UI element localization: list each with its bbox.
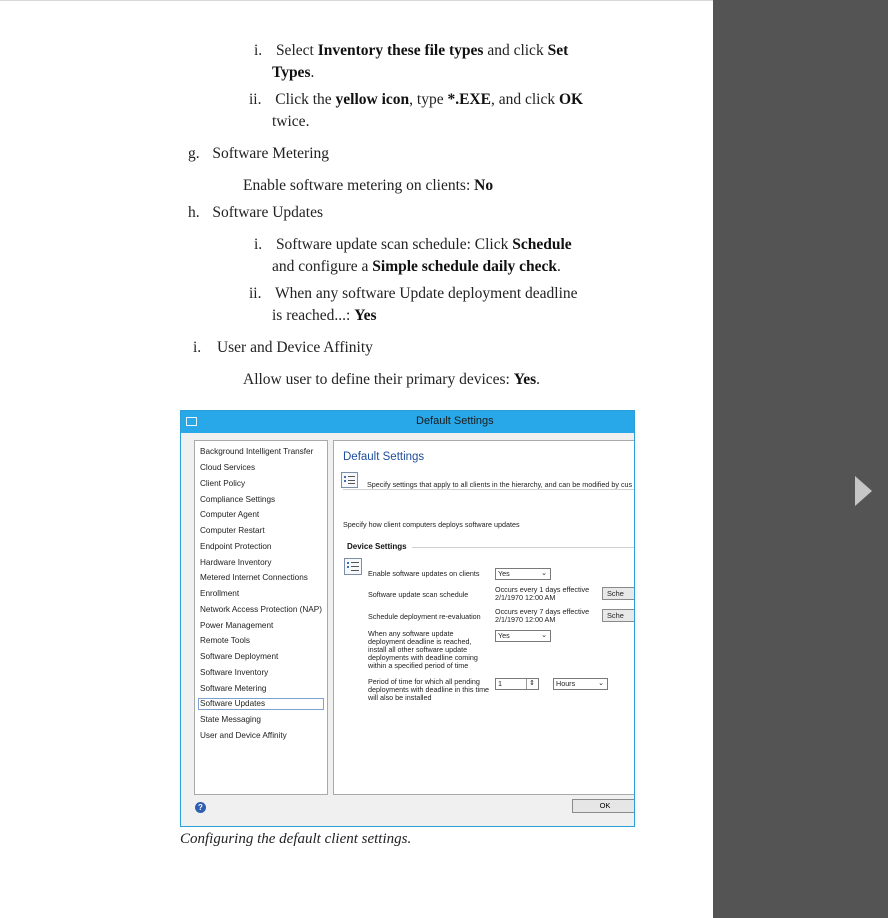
- dialog-title: Default Settings: [416, 415, 494, 427]
- chevron-down-icon: ⌄: [541, 632, 547, 639]
- nav-item[interactable]: Software Metering: [200, 684, 267, 693]
- nav-item[interactable]: State Messaging: [200, 715, 261, 724]
- nav-item[interactable]: Endpoint Protection: [200, 542, 272, 551]
- step-h-i-cont: and configure a Simple schedule daily check.: [272, 258, 561, 275]
- nav-item[interactable]: Cloud Services: [200, 463, 256, 472]
- deadline-label-5: within a specified period of time: [368, 661, 469, 670]
- scan-schedule-date: 2/1/1970 12:00 AM: [495, 593, 556, 602]
- scan-schedule-button[interactable]: Sche: [602, 587, 635, 600]
- section-description: Specify how client computers deploys software updates: [343, 520, 520, 529]
- settings-list-icon: [341, 472, 358, 488]
- nav-item[interactable]: Background Intelligent Transfer: [200, 447, 314, 456]
- settings-category-list: [194, 440, 328, 795]
- step-g-text: Enable software metering on clients: No: [243, 177, 494, 194]
- step-g: g. Software Metering: [188, 145, 330, 162]
- default-settings-dialog: [180, 410, 635, 827]
- help-icon[interactable]: ?: [195, 802, 206, 813]
- deadline-label-2: deployment deadline is reached,: [368, 637, 472, 646]
- chevron-down-icon: ⌄: [598, 680, 604, 687]
- step-marker: i.: [254, 42, 263, 59]
- scan-schedule-label: Software update scan schedule: [368, 590, 469, 599]
- reevaluation-label: Schedule deployment re-evaluation: [368, 612, 481, 621]
- step-i-text: Allow user to define their primary devices: Yes.: [243, 371, 541, 388]
- nav-item[interactable]: Software Inventory: [200, 668, 269, 677]
- settings-list-icon: [344, 558, 362, 575]
- deadline-label-4: deployments with deadline coming: [368, 653, 478, 662]
- deadline-label-1: When any software update: [368, 629, 454, 638]
- scan-schedule-value: Occurs every 1 days effective: [495, 585, 590, 594]
- spinner-icon[interactable]: ⇕: [526, 679, 535, 689]
- nav-item[interactable]: Network Access Protection (NAP): [200, 605, 322, 614]
- period-label-3: will also be installed: [368, 693, 432, 702]
- chevron-down-icon: ⌄: [541, 570, 547, 577]
- reevaluation-value: Occurs every 7 days effective: [495, 607, 590, 616]
- reevaluation-date: 2/1/1970 12:00 AM: [495, 615, 556, 624]
- step-f-ii-cont: twice.: [272, 113, 310, 130]
- step-h: h. Software Updates: [188, 204, 323, 221]
- nav-item[interactable]: Client Policy: [200, 479, 246, 488]
- next-page-arrow-icon[interactable]: [855, 476, 872, 506]
- step-f-ii: ii. Click the yellow icon, type *.EXE, and click OK: [249, 91, 584, 108]
- nav-item[interactable]: Remote Tools: [200, 636, 250, 645]
- nav-item[interactable]: Computer Restart: [200, 526, 265, 535]
- step-h-i: i. Software update scan schedule: Click Schedule: [254, 236, 572, 253]
- deadline-select[interactable]: Yes ⌄: [495, 630, 551, 642]
- settings-content-panel: [333, 440, 635, 795]
- nav-item[interactable]: Enrollment: [200, 589, 240, 598]
- group-label: Device Settings: [347, 542, 407, 551]
- nav-item[interactable]: Metered Internet Connections: [200, 573, 308, 582]
- enable-updates-label: Enable software updates on clients: [368, 569, 480, 578]
- step-h-ii: ii. When any software Update deployment deadline: [249, 285, 578, 302]
- step-i: i. User and Device Affinity: [193, 339, 373, 356]
- enable-updates-select[interactable]: Yes ⌄: [495, 568, 551, 580]
- period-label-1: Period of time for which all pending: [368, 677, 480, 686]
- nav-item[interactable]: Power Management: [200, 621, 274, 630]
- step-f-i-cont: Types.: [272, 64, 315, 81]
- step-h-ii-cont: is reached...: Yes: [272, 307, 377, 324]
- nav-item[interactable]: Compliance Settings: [200, 495, 276, 504]
- period-value-input[interactable]: 1 ⇕: [495, 678, 539, 690]
- ok-button[interactable]: OK: [572, 799, 635, 813]
- content-description: Specify settings that apply to all clients in the hierarchy, and can be modified by cus: [367, 480, 633, 489]
- content-title: Default Settings: [343, 451, 425, 463]
- step-f-i: i. Select Inventory these file types and click Set: [254, 42, 569, 59]
- nav-item[interactable]: User and Device Affinity: [200, 731, 287, 740]
- nav-item[interactable]: Hardware Inventory: [200, 558, 272, 567]
- reevaluation-schedule-button[interactable]: Sche: [602, 609, 635, 622]
- divider: [343, 489, 635, 490]
- dialog-titlebar: [181, 411, 634, 433]
- period-label-2: deployments with deadline in this time: [368, 685, 490, 694]
- nav-item[interactable]: Software Deployment: [200, 652, 279, 661]
- nav-item-selected[interactable]: Software Updates: [198, 698, 324, 710]
- deadline-label-3: install all other software update: [368, 645, 468, 654]
- divider: [412, 547, 635, 548]
- figure-caption: Configuring the default client settings.: [180, 831, 412, 847]
- period-unit-select[interactable]: Hours ⌄: [553, 678, 608, 690]
- step-marker: ii.: [249, 91, 262, 108]
- viewer-side-panel: [713, 0, 888, 918]
- window-icon: [186, 417, 197, 426]
- nav-item[interactable]: Computer Agent: [200, 510, 260, 519]
